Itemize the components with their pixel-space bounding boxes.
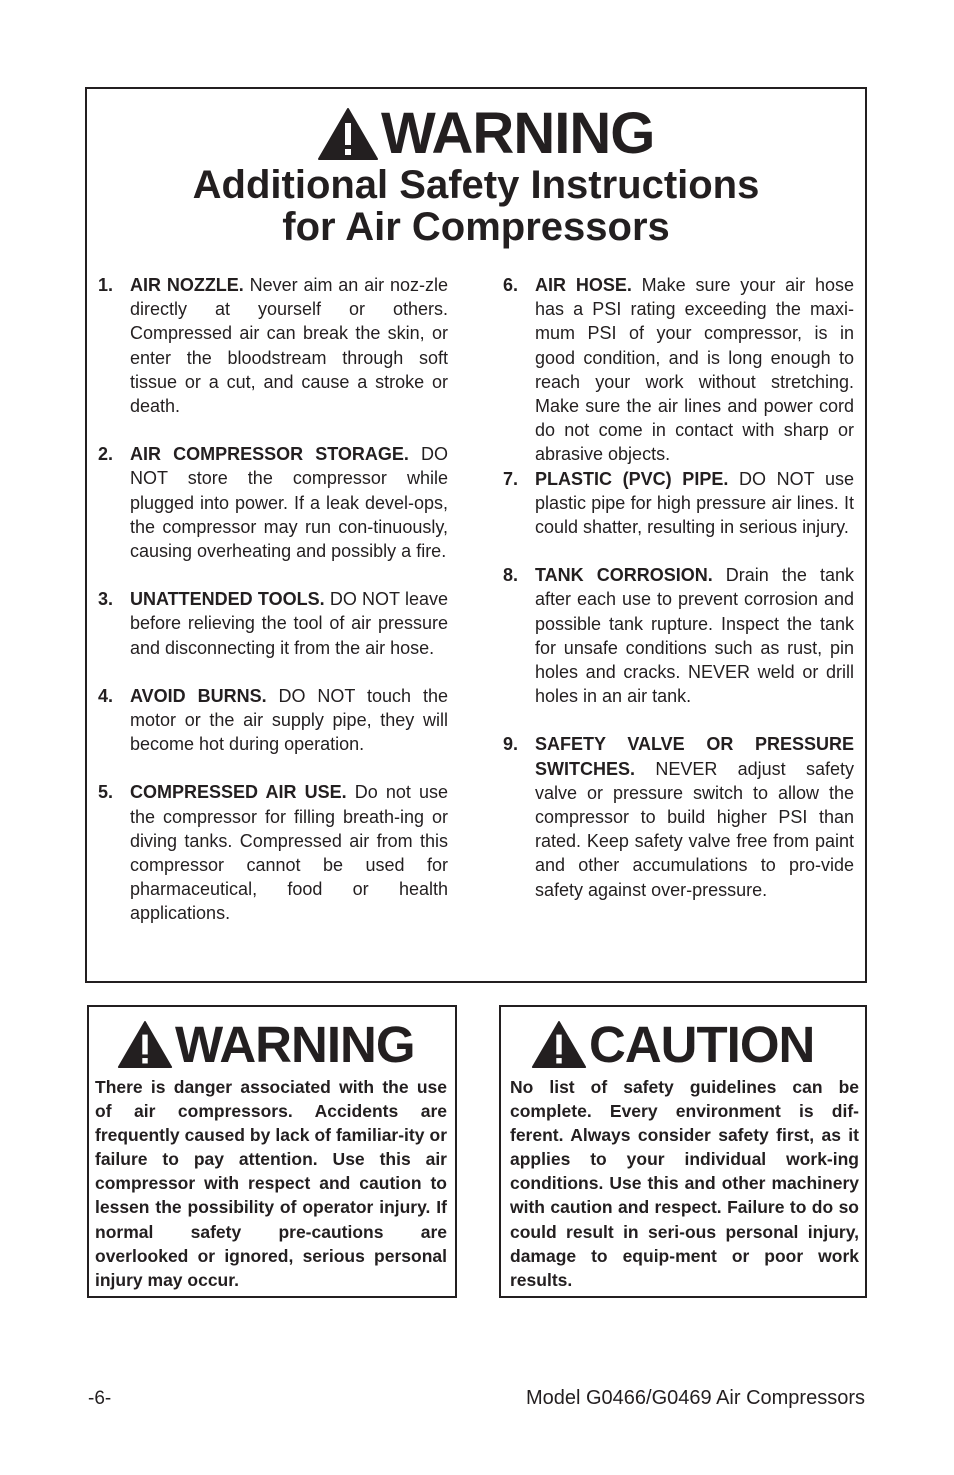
caution-text: No list of safety guidelines can be complete. Every environment is dif-ferent. Always consider safety first, as it applies to your individual work-ing conditions. Use this and other machinery with caution and respect. Failure to do so could result in seri-ous personal injury, damage to equip-ment or poor work results.: [510, 1077, 859, 1290]
item-text: NEVER adjust safety valve or pressure switch to allow the compressor to build higher PSI than rated. Keep safety valve free from paint and other accumulations to pro-vide safety against over-pressure.: [535, 758, 854, 900]
item-heading: AIR COMPRESSOR STORAGE.: [130, 444, 409, 465]
caution-signal-header: [531, 1016, 815, 1073]
item-text: Make sure your air hose has a PSI rating exceeding the maxi-mum PSI of your compressor, is in good condition, and is long enough to reach your work without stretching. Make sure the air lines and power cord do not come in contact with sharp or abrasive objects.: [535, 275, 854, 465]
warning-signal-word: WARNING: [381, 101, 655, 166]
instruction-item: [503, 563, 854, 708]
item-text: DO NOT leave before relieving the tool of air pressure and disconnecting it from the air hose.: [130, 589, 448, 658]
item-number: 6.: [503, 275, 519, 295]
item-number: 7.: [503, 468, 519, 489]
caution-box: [499, 1005, 867, 1298]
instructions-left-column: [98, 273, 448, 926]
exclamation-triangle-icon: [531, 1020, 587, 1069]
instruction-item: [503, 732, 854, 901]
warning-signal-header: [317, 101, 655, 166]
item-text: Drain the tank after each use to prevent corrosion and possible tank rupture. Inspect the tank for unsafe conditions such as rust, pin holes and cracks. NEVER weld or drill holes in an air tank.: [535, 565, 854, 707]
item-text: Do not use the compressor for filling breath-ing or diving tanks. Compressed air from this compressor cannot be used for pharmaceutical, food or health applications.: [130, 782, 448, 924]
model-footer: Model G0466/G0469 Air Compressors: [525, 1387, 865, 1409]
item-text: Never aim an air noz-zle directly at yourself or others. Compressed air can break the skin, or enter the bloodstream through soft tissue or a cut, and cause a stroke or death.: [130, 275, 448, 417]
title-line-1: Additional Safety Instructions: [192, 163, 760, 207]
instruction-item: [503, 467, 854, 540]
item-number: 2.: [98, 444, 114, 465]
warning-signal-word: WARNING: [175, 1016, 415, 1073]
item-heading: AIR HOSE.: [535, 275, 632, 295]
instruction-item: [503, 273, 854, 467]
warning-signal-header: [117, 1016, 415, 1073]
instruction-item: [98, 442, 448, 563]
item-heading: AIR NOZZLE.: [130, 275, 244, 295]
instruction-item: [98, 587, 448, 660]
item-number: 8.: [503, 565, 519, 586]
instruction-item: [98, 273, 448, 418]
item-heading: AVOID BURNS.: [130, 685, 267, 706]
item-number: 4.: [98, 685, 114, 706]
instructions-right-column: [503, 273, 854, 902]
item-heading: COMPRESSED AIR USE.: [130, 782, 347, 803]
instruction-item: [98, 780, 448, 925]
instruction-item: [98, 684, 448, 757]
item-heading: TANK CORROSION.: [535, 565, 713, 586]
item-text: DO NOT store the compressor while plugged into power. If a leak devel-ops, the compressor may run con-tinuously, causing overheating and possibly a fire.: [130, 444, 448, 562]
exclamation-triangle-icon: [317, 107, 379, 161]
item-number: 5.: [98, 782, 114, 803]
general-warning-box: [87, 1005, 457, 1298]
page-number: -6-: [88, 1388, 112, 1409]
item-heading: PLASTIC (PVC) PIPE.: [535, 468, 729, 489]
item-text: DO NOT touch the motor or the air supply pipe, they will become hot during operation.: [130, 685, 448, 755]
item-number: 9.: [503, 734, 519, 755]
warning-text: There is danger associated with the use of air compressors. Accidents are frequently caused by lack of familiar-ity or failure to pay attention. Use this air compressor with respect and caution to lessen the possibility of operator injury. If normal safety pre-cautions are overlooked or ignored, serious personal injury may occur.: [95, 1077, 447, 1290]
item-text: DO NOT use plastic pipe for high pressure air lines. It could shatter, resulting in serious injury.: [535, 468, 854, 538]
item-number: 3.: [98, 589, 114, 610]
caution-signal-word: CAUTION: [589, 1016, 815, 1073]
page-title: [87, 164, 865, 248]
additional-safety-warning-box: [85, 87, 867, 983]
item-heading: SAFETY VALVE OR PRESSURE SWITCHES.: [535, 734, 854, 779]
item-heading: UNATTENDED TOOLS.: [130, 589, 325, 610]
title-line-2: for Air Compressors: [282, 205, 670, 249]
exclamation-triangle-icon: [117, 1020, 173, 1069]
item-number: 1.: [98, 275, 114, 295]
